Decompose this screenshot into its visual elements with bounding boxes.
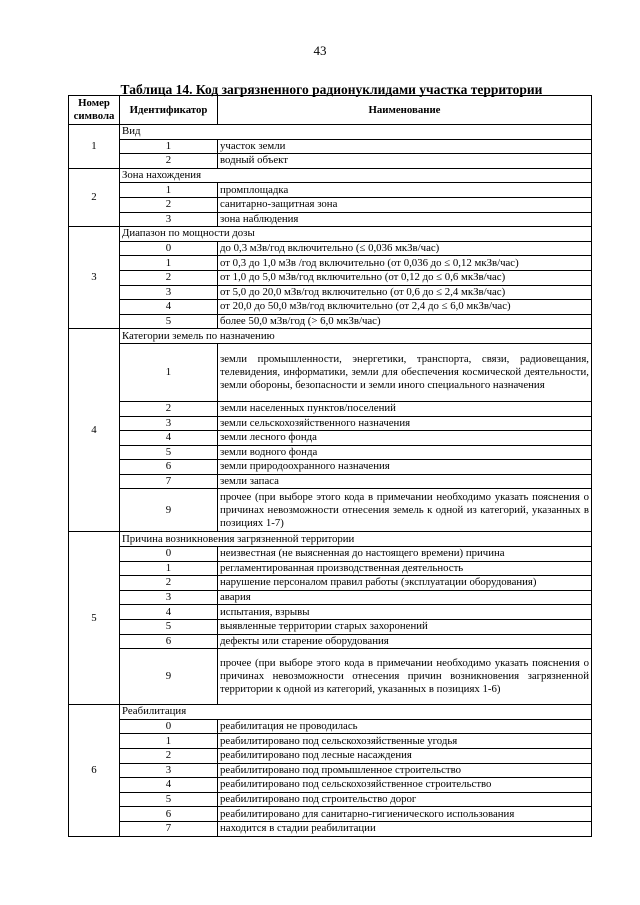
- item-code: 3: [120, 212, 218, 227]
- item-description: реабилитировано под сельскохозяйственные угодья: [218, 734, 592, 749]
- table-row: [69, 620, 592, 635]
- item-code: 3: [120, 416, 218, 431]
- item-code: 7: [120, 821, 218, 836]
- item-code: 6: [120, 460, 218, 475]
- table-row: [69, 778, 592, 793]
- group-name: Причина возникновения загрязненной территории: [120, 532, 592, 547]
- item-description: неизвестная (не выясненная до настоящего времени) причина: [218, 547, 592, 562]
- table-row: [69, 416, 592, 431]
- item-code: 2: [120, 154, 218, 169]
- table-row: [69, 139, 592, 154]
- table-row: [69, 401, 592, 416]
- table-row: [69, 431, 592, 446]
- item-description: регламентированная производственная деятельность: [218, 561, 592, 576]
- table-row: [69, 300, 592, 315]
- item-description: промплощадка: [218, 183, 592, 198]
- group-name: Реабилитация: [120, 705, 592, 720]
- item-description: реабилитация не проводилась: [218, 719, 592, 734]
- group-number: 3: [69, 227, 120, 329]
- item-description: земли населенных пунктов/поселений: [218, 401, 592, 416]
- group-header-row: [69, 227, 592, 242]
- code-table: [68, 95, 592, 837]
- item-description: от 0,3 до 1,0 мЗв /год включительно (от 0,036 до ≤ 0,12 мкЗв/час): [218, 256, 592, 271]
- page-number: 43: [313, 43, 327, 58]
- item-description: испытания, взрывы: [218, 605, 592, 620]
- item-code: 4: [120, 431, 218, 446]
- table-row: [69, 445, 592, 460]
- item-description: земли лесного фонда: [218, 431, 592, 446]
- item-description: реабилитировано для санитарно-гигиенического использования: [218, 807, 592, 822]
- item-code: 1: [120, 256, 218, 271]
- item-description: реабилитировано под промышленное строительство: [218, 763, 592, 778]
- group-number: 2: [69, 168, 120, 226]
- group-name: Вид: [120, 125, 592, 140]
- table-row: [69, 197, 592, 212]
- item-description: земли запаса: [218, 474, 592, 489]
- item-description: санитарно-защитная зона: [218, 197, 592, 212]
- item-description: от 1,0 до 5,0 мЗв/год включительно (от 0,12 до ≤ 0,6 мкЗв/час): [218, 270, 592, 285]
- table-row: [69, 256, 592, 271]
- item-code: 1: [120, 183, 218, 198]
- table-row: [69, 241, 592, 256]
- table-row: [69, 343, 592, 401]
- item-code: 5: [120, 620, 218, 635]
- item-description: участок земли: [218, 139, 592, 154]
- table-row: [69, 576, 592, 591]
- group-name: Диапазон по мощности дозы: [120, 227, 592, 242]
- item-code: 0: [120, 719, 218, 734]
- table-row: [69, 314, 592, 329]
- group-header-row: [69, 705, 592, 720]
- item-description: находится в стадии реабилитации: [218, 821, 592, 836]
- table-row: [69, 460, 592, 475]
- group-header-row: [69, 532, 592, 547]
- item-code: 7: [120, 474, 218, 489]
- item-code: 5: [120, 445, 218, 460]
- table-row: [69, 561, 592, 576]
- table-row: [69, 649, 592, 705]
- table-row: [69, 547, 592, 562]
- group-number: 5: [69, 532, 120, 705]
- table-row: [69, 474, 592, 489]
- table-row: [69, 212, 592, 227]
- item-code: 4: [120, 605, 218, 620]
- table-row: [69, 489, 592, 532]
- item-description: реабилитировано под лесные насаждения: [218, 749, 592, 764]
- item-description: до 0,3 мЗв/год включительно (≤ 0,036 мкЗв/час): [218, 241, 592, 256]
- table-row: [69, 285, 592, 300]
- group-header-row: [69, 329, 592, 344]
- item-code: 3: [120, 763, 218, 778]
- table-row: [69, 154, 592, 169]
- item-description: земли природоохранного назначения: [218, 460, 592, 475]
- item-description: зона наблюдения: [218, 212, 592, 227]
- item-code: 0: [120, 241, 218, 256]
- column-header-identifier: Идентификатор: [120, 96, 218, 125]
- item-description: водный объект: [218, 154, 592, 169]
- group-header-row: [69, 168, 592, 183]
- table-row: [69, 734, 592, 749]
- table-row: [69, 719, 592, 734]
- table-row: [69, 807, 592, 822]
- item-code: 9: [120, 489, 218, 532]
- column-header-number: Номер символа: [69, 96, 120, 125]
- item-code: 5: [120, 314, 218, 329]
- group-number: 1: [69, 125, 120, 169]
- item-code: 1: [120, 734, 218, 749]
- item-description: от 5,0 до 20,0 мЗв/год включительно (от 0,6 до ≤ 2,4 мкЗв/час): [218, 285, 592, 300]
- group-number: 4: [69, 329, 120, 532]
- table-row: [69, 270, 592, 285]
- item-description: прочее (при выборе этого кода в примечании необходимо указать пояснения о причинах невозможности отнесения причин возникновения загрязненной территории к одной из категорий, указанных в позициях 1-6): [218, 649, 592, 705]
- item-code: 5: [120, 792, 218, 807]
- item-description: прочее (при выборе этого кода в примечании необходимо указать пояснения о причинах невозможности отнесения земель к одной из категорий, указанных в позициях 1-7): [218, 489, 592, 532]
- item-description: нарушение персоналом правил работы (эксплуатации оборудования): [218, 576, 592, 591]
- item-code: 1: [120, 139, 218, 154]
- table-header-row: [69, 96, 592, 125]
- item-code: 4: [120, 300, 218, 315]
- item-description: земли сельскохозяйственного назначения: [218, 416, 592, 431]
- column-header-name: Наименование: [218, 96, 592, 125]
- table-row: [69, 590, 592, 605]
- table-row: [69, 821, 592, 836]
- item-description: более 50,0 мЗв/год (> 6,0 мкЗв/час): [218, 314, 592, 329]
- item-code: 1: [120, 561, 218, 576]
- group-name: Категории земель по назначению: [120, 329, 592, 344]
- item-description: реабилитировано под сельскохозяйственное строительство: [218, 778, 592, 793]
- item-description: авария: [218, 590, 592, 605]
- group-name: Зона нахождения: [120, 168, 592, 183]
- group-header-row: [69, 125, 592, 140]
- table-row: [69, 763, 592, 778]
- item-description: выявленные территории старых захоронений: [218, 620, 592, 635]
- table-title: Таблица 14. Код загрязненного радионуклидами участка территории: [120, 82, 543, 97]
- item-code: 4: [120, 778, 218, 793]
- table-row: [69, 183, 592, 198]
- item-code: 2: [120, 576, 218, 591]
- item-code: 0: [120, 547, 218, 562]
- item-code: 2: [120, 270, 218, 285]
- table-row: [69, 749, 592, 764]
- item-description: земли водного фонда: [218, 445, 592, 460]
- item-description: земли промышленности, энергетики, транспорта, связи, радиовещания, телевидения, информатики, земли для обеспечения космической деятельности, земли обороны, безопасности и земли иного специального назначения: [218, 343, 592, 401]
- table-row: [69, 605, 592, 620]
- item-code: 9: [120, 649, 218, 705]
- item-code: 1: [120, 343, 218, 401]
- item-description: от 20,0 до 50,0 мЗв/год включительно (от 2,4 до ≤ 6,0 мкЗв/час): [218, 300, 592, 315]
- item-description: реабилитировано под строительство дорог: [218, 792, 592, 807]
- item-code: 3: [120, 285, 218, 300]
- table-row: [69, 634, 592, 649]
- item-code: 6: [120, 634, 218, 649]
- item-code: 2: [120, 749, 218, 764]
- group-number: 6: [69, 705, 120, 836]
- item-code: 3: [120, 590, 218, 605]
- item-code: 6: [120, 807, 218, 822]
- item-code: 2: [120, 401, 218, 416]
- table-row: [69, 792, 592, 807]
- item-description: дефекты или старение оборудования: [218, 634, 592, 649]
- item-code: 2: [120, 197, 218, 212]
- table-body: [69, 125, 592, 837]
